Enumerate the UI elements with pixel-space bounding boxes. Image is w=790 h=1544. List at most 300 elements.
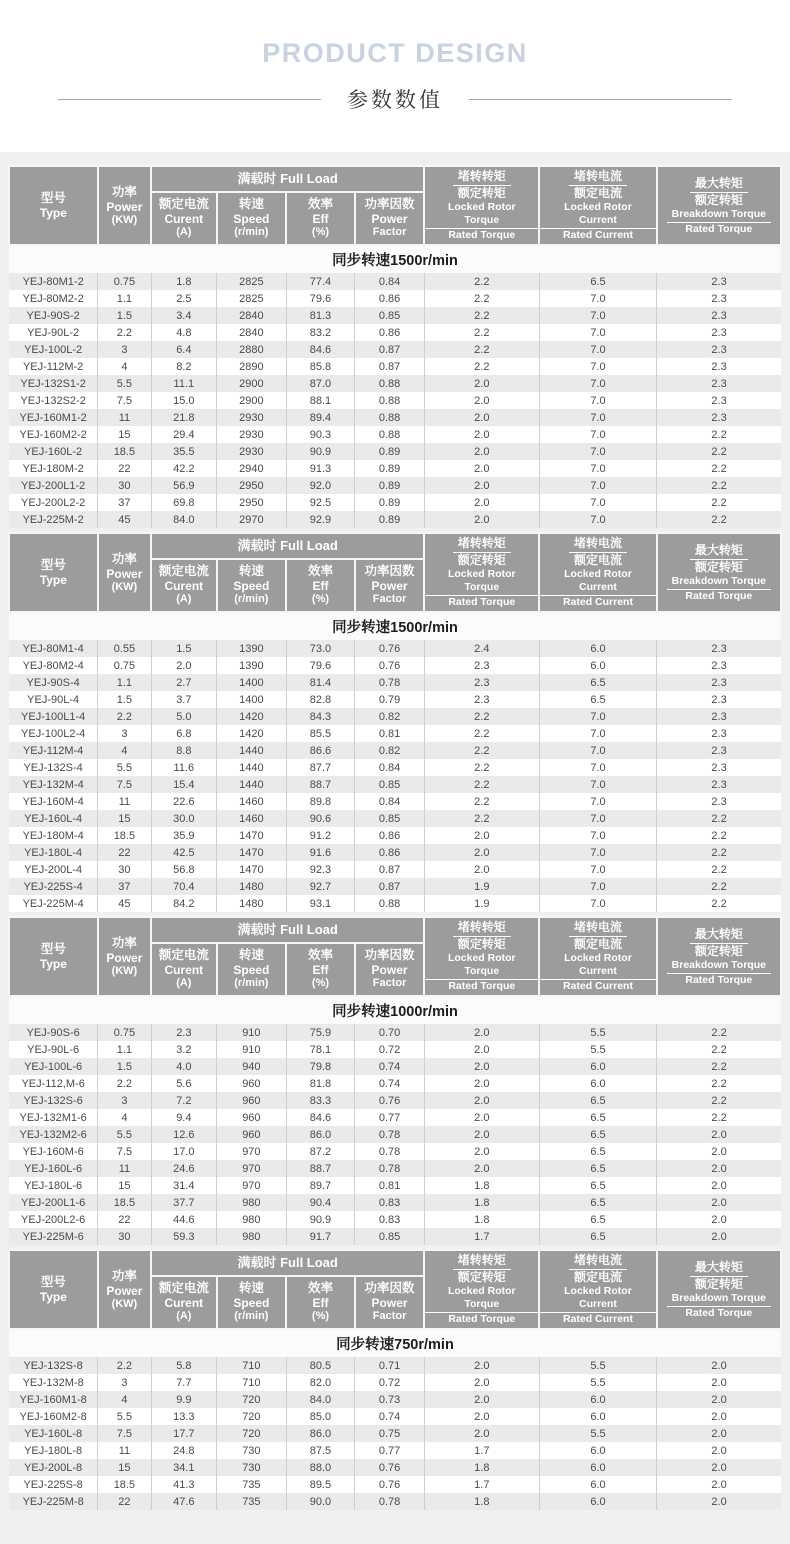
col-header-power <box>98 1250 151 1329</box>
sync-speed-label: 同步转速1500r/min <box>9 612 781 640</box>
cell-locked_rotor_current_ratio: 6.0 <box>539 1408 656 1425</box>
cell-speed_rpm: 710 <box>217 1357 286 1374</box>
cell-breakdown_torque_ratio: 2.0 <box>657 1442 781 1459</box>
cell-power_kw: 5.5 <box>98 759 151 776</box>
cell-breakdown_torque_ratio: 2.3 <box>657 358 781 375</box>
cell-breakdown_torque_ratio: 2.3 <box>657 776 781 793</box>
col-header-power-zh: 功率 <box>111 184 137 199</box>
cell-power_kw: 37 <box>98 878 151 895</box>
cell-locked_rotor_current_ratio: 7.0 <box>539 358 656 375</box>
lrc-en-numerator: Locked Rotor Current <box>540 201 655 229</box>
cell-breakdown_torque_ratio: 2.0 <box>657 1476 781 1493</box>
cell-speed_rpm: 2880 <box>217 341 286 358</box>
table-row <box>9 1391 781 1408</box>
table-row <box>9 1357 781 1374</box>
cell-speed_rpm: 735 <box>217 1493 286 1510</box>
table-row <box>9 810 781 827</box>
cell-locked_rotor_current_ratio: 7.0 <box>539 708 656 725</box>
cell-locked_rotor_current_ratio: 6.5 <box>539 1177 656 1194</box>
cell-power_factor: 0.78 <box>355 1143 424 1160</box>
cell-type: YEJ-225S-8 <box>23 1478 83 1491</box>
cell-efficiency_pct: 78.1 <box>286 1041 355 1058</box>
cell-speed_rpm: 1420 <box>217 708 286 725</box>
cell-power_kw: 7.5 <box>98 1425 151 1442</box>
col-header-power <box>98 533 151 612</box>
lrt-zh-denominator: 额定转矩 <box>457 553 506 567</box>
cell-type: YEJ-180M-2 <box>22 462 84 475</box>
cell-rated_current_a: 1.5 <box>151 640 217 657</box>
cell-speed_rpm: 2890 <box>217 358 286 375</box>
cell-efficiency_pct: 90.6 <box>286 810 355 827</box>
cell-efficiency_pct: 84.6 <box>286 1109 355 1126</box>
cell-locked_rotor_torque_ratio: 2.0 <box>424 477 539 494</box>
cell-speed_rpm: 2970 <box>217 511 286 528</box>
table-row <box>9 878 781 895</box>
cell-locked_rotor_current_ratio: 7.0 <box>539 307 656 324</box>
cell-power_factor: 0.76 <box>355 640 424 657</box>
cell-speed_rpm: 910 <box>217 1041 286 1058</box>
sync-speed-row <box>9 612 781 640</box>
cell-power_kw: 2.2 <box>98 708 151 725</box>
cell-speed_rpm: 735 <box>217 1476 286 1493</box>
bt-zh-numerator: 最大转矩 <box>690 176 748 193</box>
table-header <box>9 917 781 996</box>
cell-efficiency_pct: 81.8 <box>286 1075 355 1092</box>
cell-efficiency_pct: 88.7 <box>286 1160 355 1177</box>
cell-power_kw: 45 <box>98 895 151 912</box>
cell-type: YEJ-90L-2 <box>27 326 80 339</box>
col-header-full-load <box>151 1250 424 1276</box>
cell-locked_rotor_torque_ratio: 2.0 <box>424 426 539 443</box>
col-header-power-unit: (KW) <box>111 1297 138 1310</box>
col-header-rated-current: 额定电流 Curent (A) <box>151 1276 217 1329</box>
cell-breakdown_torque_ratio: 2.3 <box>657 324 781 341</box>
table-row <box>9 1024 781 1041</box>
cell-rated_current_a: 2.0 <box>151 657 217 674</box>
cell-speed_rpm: 960 <box>217 1126 286 1143</box>
cell-power_kw: 1.5 <box>98 691 151 708</box>
cell-type: YEJ-160M-4 <box>22 795 84 808</box>
cell-rated_current_a: 8.2 <box>151 358 217 375</box>
cell-breakdown_torque_ratio: 2.3 <box>657 742 781 759</box>
cell-efficiency_pct: 80.5 <box>286 1357 355 1374</box>
cell-locked_rotor_torque_ratio: 2.0 <box>424 1408 539 1425</box>
cell-power_kw: 30 <box>98 477 151 494</box>
cell-locked_rotor_torque_ratio: 2.3 <box>424 657 539 674</box>
table-row <box>9 460 781 477</box>
table-body <box>9 1024 781 1245</box>
cell-power_factor: 0.85 <box>355 776 424 793</box>
col-header-power-factor: 功率因数 Power Factor <box>355 559 424 612</box>
cell-locked_rotor_torque_ratio: 2.0 <box>424 1075 539 1092</box>
cell-efficiency_pct: 84.3 <box>286 708 355 725</box>
cell-rated_current_a: 24.6 <box>151 1160 217 1177</box>
cell-speed_rpm: 940 <box>217 1058 286 1075</box>
sync-speed-label: 同步转速1000r/min <box>9 996 781 1024</box>
col-header-type-en: Type <box>39 206 67 220</box>
col-header-speed: 转速 Speed (r/min) <box>217 559 286 612</box>
cell-power_factor: 0.74 <box>355 1058 424 1075</box>
table-row <box>9 1041 781 1058</box>
cell-power_factor: 0.89 <box>355 460 424 477</box>
cell-breakdown_torque_ratio: 2.0 <box>657 1194 781 1211</box>
sync-speed-label: 同步转速1500r/min <box>9 245 781 273</box>
sync-speed-row <box>9 245 781 273</box>
table-row <box>9 1425 781 1442</box>
cell-rated_current_a: 22.6 <box>151 793 217 810</box>
cell-efficiency_pct: 73.0 <box>286 640 355 657</box>
cell-locked_rotor_torque_ratio: 2.2 <box>424 776 539 793</box>
cell-power_kw: 3 <box>98 341 151 358</box>
cell-type: YEJ-132M1-6 <box>19 1111 87 1124</box>
col-header-power-zh: 功率 <box>111 935 137 950</box>
col-header-efficiency: 效率 Eff (%) <box>286 559 355 612</box>
cell-locked_rotor_torque_ratio: 1.9 <box>424 878 539 895</box>
col-header-full-load <box>151 533 424 559</box>
cell-speed_rpm: 730 <box>217 1442 286 1459</box>
cell-efficiency_pct: 82.8 <box>286 691 355 708</box>
spec-table <box>8 165 782 528</box>
cell-type: YEJ-100L-2 <box>24 343 83 356</box>
cell-locked_rotor_torque_ratio: 2.0 <box>424 844 539 861</box>
divider-line-right <box>469 99 732 100</box>
cell-power_kw: 5.5 <box>98 1126 151 1143</box>
cell-rated_current_a: 7.7 <box>151 1374 217 1391</box>
cell-power_factor: 0.87 <box>355 358 424 375</box>
col-header-power-unit: (KW) <box>111 213 138 226</box>
cell-efficiency_pct: 86.0 <box>286 1126 355 1143</box>
bt-zh-denominator: 额定转矩 <box>694 943 743 958</box>
cell-speed_rpm: 1460 <box>217 793 286 810</box>
cell-power_factor: 0.86 <box>355 844 424 861</box>
cell-power_kw: 18.5 <box>98 443 151 460</box>
table-row <box>9 793 781 810</box>
cell-speed_rpm: 960 <box>217 1075 286 1092</box>
cell-locked_rotor_torque_ratio: 2.0 <box>424 1058 539 1075</box>
lrt-zh-numerator: 堵转转矩 <box>453 536 511 553</box>
table-row <box>9 1177 781 1194</box>
cell-power_kw: 3 <box>98 725 151 742</box>
lrt-zh-numerator: 堵转转矩 <box>453 169 511 186</box>
cell-locked_rotor_torque_ratio: 2.0 <box>424 1126 539 1143</box>
cell-breakdown_torque_ratio: 2.3 <box>657 725 781 742</box>
cell-power_kw: 18.5 <box>98 1476 151 1493</box>
cell-locked_rotor_torque_ratio: 1.9 <box>424 895 539 912</box>
cell-power_kw: 0.75 <box>98 657 151 674</box>
cell-efficiency_pct: 77.4 <box>286 273 355 290</box>
cell-power_kw: 22 <box>98 1493 151 1510</box>
cell-type: YEJ-80M1-4 <box>22 642 84 655</box>
cell-power_factor: 0.88 <box>355 895 424 912</box>
cell-locked_rotor_torque_ratio: 2.0 <box>424 392 539 409</box>
cell-power_kw: 45 <box>98 511 151 528</box>
bt-en-numerator: Breakdown Torque <box>667 959 771 974</box>
col-header-type <box>9 1250 98 1329</box>
cell-efficiency_pct: 93.1 <box>286 895 355 912</box>
cell-efficiency_pct: 92.7 <box>286 878 355 895</box>
lrc-en-denominator: Rated Current <box>562 596 633 608</box>
cell-breakdown_torque_ratio: 2.3 <box>657 708 781 725</box>
cell-efficiency_pct: 90.4 <box>286 1194 355 1211</box>
cell-power_kw: 1.1 <box>98 290 151 307</box>
cell-power_factor: 0.74 <box>355 1408 424 1425</box>
cell-power_kw: 15 <box>98 426 151 443</box>
cell-rated_current_a: 8.8 <box>151 742 217 759</box>
cell-power_kw: 11 <box>98 793 151 810</box>
col-header-locked-rotor-current <box>539 166 656 245</box>
cell-speed_rpm: 960 <box>217 1092 286 1109</box>
cell-locked_rotor_torque_ratio: 2.0 <box>424 861 539 878</box>
cell-breakdown_torque_ratio: 2.2 <box>657 460 781 477</box>
bt-en-denominator: Rated Torque <box>685 973 753 986</box>
table-header <box>9 166 781 245</box>
cell-power_factor: 0.82 <box>355 742 424 759</box>
cell-speed_rpm: 1400 <box>217 691 286 708</box>
lrc-en-denominator: Rated Current <box>562 229 633 241</box>
cell-locked_rotor_torque_ratio: 2.2 <box>424 742 539 759</box>
col-header-type-en: Type <box>39 957 67 971</box>
cell-rated_current_a: 44.6 <box>151 1211 217 1228</box>
lrt-zh-numerator: 堵转转矩 <box>453 920 511 937</box>
lrt-en-denominator: Rated Torque <box>448 980 516 992</box>
bt-zh-numerator: 最大转矩 <box>690 1260 748 1277</box>
lrc-en-numerator: Locked Rotor Current <box>540 568 655 596</box>
cell-locked_rotor_current_ratio: 6.5 <box>539 1160 656 1177</box>
col-header-power <box>98 917 151 996</box>
cell-type: YEJ-200L1-2 <box>21 479 86 492</box>
cell-type: YEJ-160M1-2 <box>19 411 87 424</box>
table-row <box>9 443 781 460</box>
cell-speed_rpm: 1470 <box>217 844 286 861</box>
cell-speed_rpm: 2825 <box>217 273 286 290</box>
cell-type: YEJ-160L-6 <box>24 1162 83 1175</box>
cell-locked_rotor_current_ratio: 6.5 <box>539 1126 656 1143</box>
cell-locked_rotor_current_ratio: 6.0 <box>539 1459 656 1476</box>
table-row <box>9 1058 781 1075</box>
table-row <box>9 1476 781 1493</box>
cell-rated_current_a: 56.9 <box>151 477 217 494</box>
cell-efficiency_pct: 88.7 <box>286 776 355 793</box>
cell-rated_current_a: 3.4 <box>151 307 217 324</box>
col-header-locked-rotor-current <box>539 1250 656 1329</box>
col-header-type <box>9 533 98 612</box>
cell-locked_rotor_torque_ratio: 1.8 <box>424 1177 539 1194</box>
full-load-en: Full Load <box>280 171 338 187</box>
cell-locked_rotor_current_ratio: 5.5 <box>539 1374 656 1391</box>
table-row <box>9 1459 781 1476</box>
cell-power_factor: 0.89 <box>355 443 424 460</box>
cell-rated_current_a: 42.2 <box>151 460 217 477</box>
cell-locked_rotor_torque_ratio: 2.2 <box>424 725 539 742</box>
cell-breakdown_torque_ratio: 2.0 <box>657 1374 781 1391</box>
col-header-power-factor: 功率因数 Power Factor <box>355 192 424 245</box>
cell-locked_rotor_current_ratio: 7.0 <box>539 742 656 759</box>
cell-locked_rotor_torque_ratio: 2.2 <box>424 793 539 810</box>
cell-power_kw: 4 <box>98 742 151 759</box>
cell-locked_rotor_current_ratio: 5.5 <box>539 1024 656 1041</box>
cell-power_factor: 0.84 <box>355 793 424 810</box>
spec-table <box>8 532 782 912</box>
table-row <box>9 1374 781 1391</box>
lrc-zh-denominator: 额定电流 <box>573 937 622 951</box>
cell-locked_rotor_torque_ratio: 1.8 <box>424 1194 539 1211</box>
cell-efficiency_pct: 86.0 <box>286 1425 355 1442</box>
bt-zh-denominator: 额定转矩 <box>694 192 743 207</box>
cell-power_kw: 3 <box>98 1374 151 1391</box>
cell-rated_current_a: 35.5 <box>151 443 217 460</box>
cell-breakdown_torque_ratio: 2.2 <box>657 861 781 878</box>
cell-locked_rotor_current_ratio: 6.5 <box>539 1194 656 1211</box>
cell-locked_rotor_current_ratio: 7.0 <box>539 494 656 511</box>
cell-locked_rotor_current_ratio: 6.0 <box>539 1493 656 1510</box>
full-load-en: Full Load <box>280 538 338 554</box>
cell-power_kw: 1.1 <box>98 674 151 691</box>
col-header-locked-rotor-torque <box>424 1250 539 1329</box>
cell-power_kw: 4 <box>98 1391 151 1408</box>
cell-breakdown_torque_ratio: 2.3 <box>657 375 781 392</box>
col-header-power-en: Power <box>106 950 143 965</box>
cell-type: YEJ-80M2-4 <box>22 659 84 672</box>
cell-type: YEJ-160L-4 <box>24 812 83 825</box>
sync-speed-label: 同步转速750r/min <box>9 1329 781 1357</box>
cell-locked_rotor_torque_ratio: 2.0 <box>424 1391 539 1408</box>
cell-breakdown_torque_ratio: 2.0 <box>657 1228 781 1245</box>
cell-locked_rotor_torque_ratio: 2.0 <box>424 443 539 460</box>
cell-power_kw: 7.5 <box>98 776 151 793</box>
bt-en-numerator: Breakdown Torque <box>667 208 771 223</box>
cell-speed_rpm: 2940 <box>217 460 286 477</box>
cell-breakdown_torque_ratio: 2.0 <box>657 1160 781 1177</box>
cell-efficiency_pct: 86.6 <box>286 742 355 759</box>
cell-locked_rotor_torque_ratio: 2.0 <box>424 409 539 426</box>
table-row <box>9 307 781 324</box>
cell-power_kw: 1.5 <box>98 307 151 324</box>
cell-power_factor: 0.83 <box>355 1194 424 1211</box>
cell-type: YEJ-132S1-2 <box>20 377 86 390</box>
table-row <box>9 1408 781 1425</box>
table-row <box>9 1493 781 1510</box>
cell-efficiency_pct: 79.8 <box>286 1058 355 1075</box>
cell-breakdown_torque_ratio: 2.2 <box>657 827 781 844</box>
page-header <box>0 0 790 114</box>
cell-power_factor: 0.82 <box>355 708 424 725</box>
spec-table <box>8 1249 782 1510</box>
table-row <box>9 708 781 725</box>
bt-zh-numerator: 最大转矩 <box>690 927 748 944</box>
cell-breakdown_torque_ratio: 2.2 <box>657 895 781 912</box>
cell-locked_rotor_torque_ratio: 1.8 <box>424 1459 539 1476</box>
cell-rated_current_a: 6.4 <box>151 341 217 358</box>
cell-type: YEJ-180L-6 <box>24 1179 83 1192</box>
cell-breakdown_torque_ratio: 2.0 <box>657 1425 781 1442</box>
cell-rated_current_a: 15.0 <box>151 392 217 409</box>
cell-speed_rpm: 1440 <box>217 776 286 793</box>
cell-locked_rotor_torque_ratio: 2.0 <box>424 827 539 844</box>
cell-power_factor: 0.75 <box>355 1425 424 1442</box>
lrt-en-denominator: Rated Torque <box>448 1313 516 1325</box>
cell-speed_rpm: 2950 <box>217 477 286 494</box>
cell-efficiency_pct: 82.0 <box>286 1374 355 1391</box>
cell-power_factor: 0.81 <box>355 1177 424 1194</box>
cell-rated_current_a: 7.2 <box>151 1092 217 1109</box>
cell-power_factor: 0.87 <box>355 878 424 895</box>
cell-efficiency_pct: 81.3 <box>286 307 355 324</box>
cell-breakdown_torque_ratio: 2.3 <box>657 341 781 358</box>
cell-rated_current_a: 5.8 <box>151 1357 217 1374</box>
motor-spec-table <box>8 532 782 912</box>
lrc-zh-numerator: 堵转电流 <box>569 169 627 186</box>
lrc-en-numerator: Locked Rotor Current <box>540 952 655 980</box>
cell-locked_rotor_current_ratio: 6.5 <box>539 273 656 290</box>
bt-en-denominator: Rated Torque <box>685 589 753 602</box>
cell-rated_current_a: 24.8 <box>151 1442 217 1459</box>
cell-locked_rotor_torque_ratio: 2.0 <box>424 1425 539 1442</box>
cell-efficiency_pct: 90.9 <box>286 1211 355 1228</box>
cell-efficiency_pct: 89.8 <box>286 793 355 810</box>
cell-power_factor: 0.70 <box>355 1024 424 1041</box>
cell-efficiency_pct: 75.9 <box>286 1024 355 1041</box>
cell-efficiency_pct: 83.2 <box>286 324 355 341</box>
cell-type: YEJ-225M-6 <box>22 1230 84 1243</box>
bt-zh-denominator: 额定转矩 <box>694 1276 743 1291</box>
cell-power_factor: 0.76 <box>355 1459 424 1476</box>
table-row <box>9 725 781 742</box>
cell-type: YEJ-112M-4 <box>22 744 84 757</box>
cell-rated_current_a: 35.9 <box>151 827 217 844</box>
cell-type: YEJ-132S-8 <box>23 1359 83 1372</box>
table-row <box>9 1143 781 1160</box>
cell-locked_rotor_current_ratio: 6.0 <box>539 1058 656 1075</box>
col-header-power-factor: 功率因数 Power Factor <box>355 1276 424 1329</box>
cell-locked_rotor_current_ratio: 7.0 <box>539 290 656 307</box>
cell-efficiency_pct: 87.7 <box>286 759 355 776</box>
cell-power_factor: 0.78 <box>355 1493 424 1510</box>
cell-rated_current_a: 84.0 <box>151 511 217 528</box>
bt-en-denominator: Rated Torque <box>685 1306 753 1319</box>
cell-power_kw: 30 <box>98 1228 151 1245</box>
cell-locked_rotor_current_ratio: 6.5 <box>539 691 656 708</box>
cell-type: YEJ-200L-8 <box>24 1461 83 1474</box>
col-header-rated-current: 额定电流 Curent (A) <box>151 559 217 612</box>
lrt-zh-denominator: 额定转矩 <box>457 937 506 951</box>
lrt-en-numerator: Locked Rotor Torque <box>425 952 538 980</box>
cell-rated_current_a: 1.8 <box>151 273 217 290</box>
col-header-efficiency: 效率 Eff (%) <box>286 943 355 996</box>
cell-rated_current_a: 17.0 <box>151 1143 217 1160</box>
cell-speed_rpm: 1390 <box>217 640 286 657</box>
col-header-efficiency: 效率 Eff (%) <box>286 1276 355 1329</box>
cell-type: YEJ-112M-2 <box>22 360 84 373</box>
cell-breakdown_torque_ratio: 2.0 <box>657 1408 781 1425</box>
cell-power_kw: 4 <box>98 358 151 375</box>
col-header-power-unit: (KW) <box>111 964 138 977</box>
cell-speed_rpm: 720 <box>217 1408 286 1425</box>
cell-type: YEJ-100L1-4 <box>21 710 86 723</box>
cell-locked_rotor_torque_ratio: 2.2 <box>424 324 539 341</box>
cell-power_factor: 0.74 <box>355 1075 424 1092</box>
lrc-en-denominator: Rated Current <box>562 980 633 992</box>
cell-rated_current_a: 84.2 <box>151 895 217 912</box>
cell-speed_rpm: 2825 <box>217 290 286 307</box>
cell-type: YEJ-200L2-2 <box>21 496 86 509</box>
cell-locked_rotor_torque_ratio: 2.2 <box>424 358 539 375</box>
cell-breakdown_torque_ratio: 2.3 <box>657 674 781 691</box>
cell-rated_current_a: 4.8 <box>151 324 217 341</box>
cell-power_kw: 2.2 <box>98 324 151 341</box>
cell-power_kw: 1.1 <box>98 1041 151 1058</box>
cell-breakdown_torque_ratio: 2.2 <box>657 810 781 827</box>
cell-rated_current_a: 59.3 <box>151 1228 217 1245</box>
